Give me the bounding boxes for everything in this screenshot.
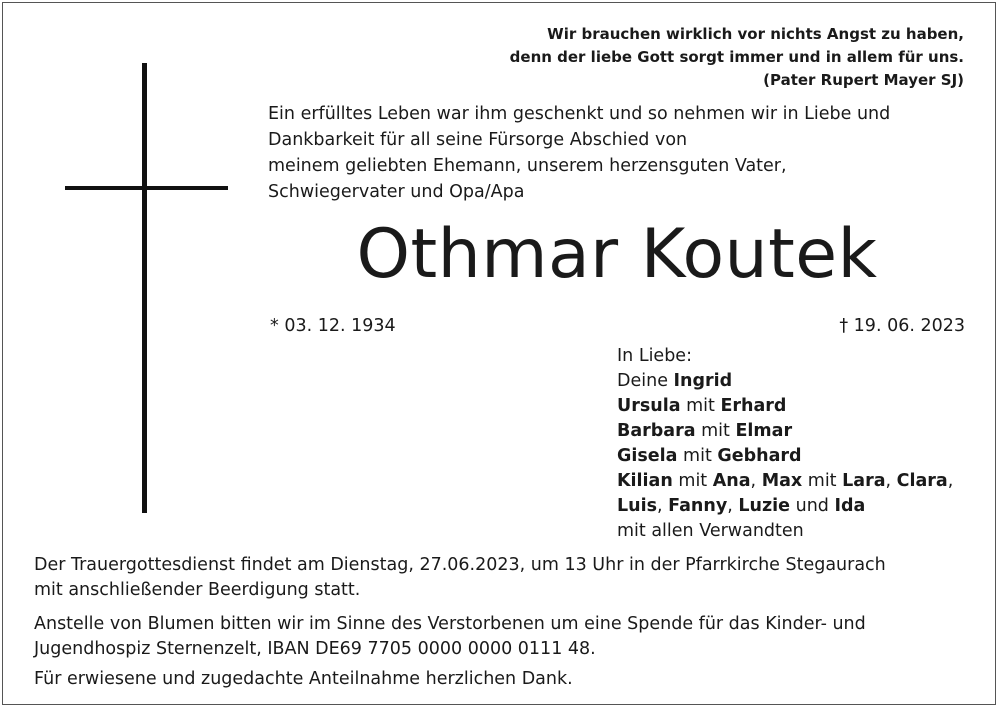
mourner-name: Clara [896,471,948,491]
mourner-text: mit [695,421,736,441]
donation-line: Jugendhospiz Sternenzelt, IBAN DE69 7705 0000 0000 0111 48. [34,638,596,659]
mourners-closing: mit allen Verwandten [617,521,804,541]
mourner-name: Max [761,471,803,491]
death-date: † 19. 06. 2023 [839,316,965,336]
mourner-name: Ana [712,471,751,491]
mourners-list [617,344,953,544]
mourner-text: mit [680,396,721,416]
mourner-text: , [727,496,739,516]
mourner-text: mit [677,446,718,466]
mourners-intro: In Liebe: [617,346,692,366]
mourner-name: Fanny [668,496,728,516]
service-line: mit anschließender Beerdigung statt. [34,579,361,600]
mourner-name: Lara [842,471,886,491]
mourner-text: , [657,496,669,516]
mourner-name: Gebhard [717,446,802,466]
obituary-notice [2,2,996,705]
funeral-service-info [34,553,886,602]
mourner-name: Luis [617,496,658,516]
mourner-name: Barbara [617,421,696,441]
mourner-name: Ingrid [673,371,733,391]
mourner-line [617,444,953,469]
mourner-name: Erhard [720,396,787,416]
mourner-text: , [947,471,954,491]
motto-quote [510,23,964,92]
motto-author: (Pater Rupert Mayer SJ) [763,71,964,89]
deceased-name: Othmar Koutek [356,215,878,294]
donation-request [34,612,866,661]
mourner-line [617,369,953,394]
mourner-text: und [790,496,835,516]
mourner-text: mit [802,471,843,491]
birth-date: * 03. 12. 1934 [270,316,396,336]
mourner-name: Luzie [738,496,791,516]
mourner-name: Ursula [617,396,681,416]
service-line: Der Trauergottesdienst findet am Dienstag, 27.06.2023, um 13 Uhr in der Pfarrkirche Stegaurach [34,555,886,575]
mourner-name: Kilian [617,471,673,491]
mourner-name: Elmar [735,421,793,441]
mourner-line [617,394,953,419]
mourner-text: mit [672,471,713,491]
mourner-line [617,419,953,444]
mourner-text: , [750,471,762,491]
mourner-text: , [885,471,897,491]
intro-text [268,101,890,205]
intro-line: Dankbarkeit für all seine Fürsorge Abschied von [268,130,688,150]
donation-line: Anstelle von Blumen bitten wir im Sinne des Verstorbenen um eine Spende für das Kinder- und [34,614,866,634]
motto-line: Wir brauchen wirklich vor nichts Angst zu haben, [547,25,964,43]
thanks-note: Für erwiesene und zugedachte Anteilnahme herzlichen Dank. [34,669,573,689]
motto-line: denn der liebe Gott sorgt immer und in allem für uns. [509,48,964,66]
intro-line: Schwiegervater und Opa/Apa [268,182,525,202]
mourner-text: Deine [617,371,674,391]
mourner-name: Gisela [617,446,678,466]
cross-icon-horizontal [65,186,228,190]
mourner-line [617,469,953,494]
mourner-name: Ida [834,496,866,516]
intro-line: Ein erfülltes Leben war ihm geschenkt und so nehmen wir in Liebe und [268,104,891,124]
mourner-line [617,494,953,519]
intro-line: meinem geliebten Ehemann, unserem herzensguten Vater, [268,156,787,176]
